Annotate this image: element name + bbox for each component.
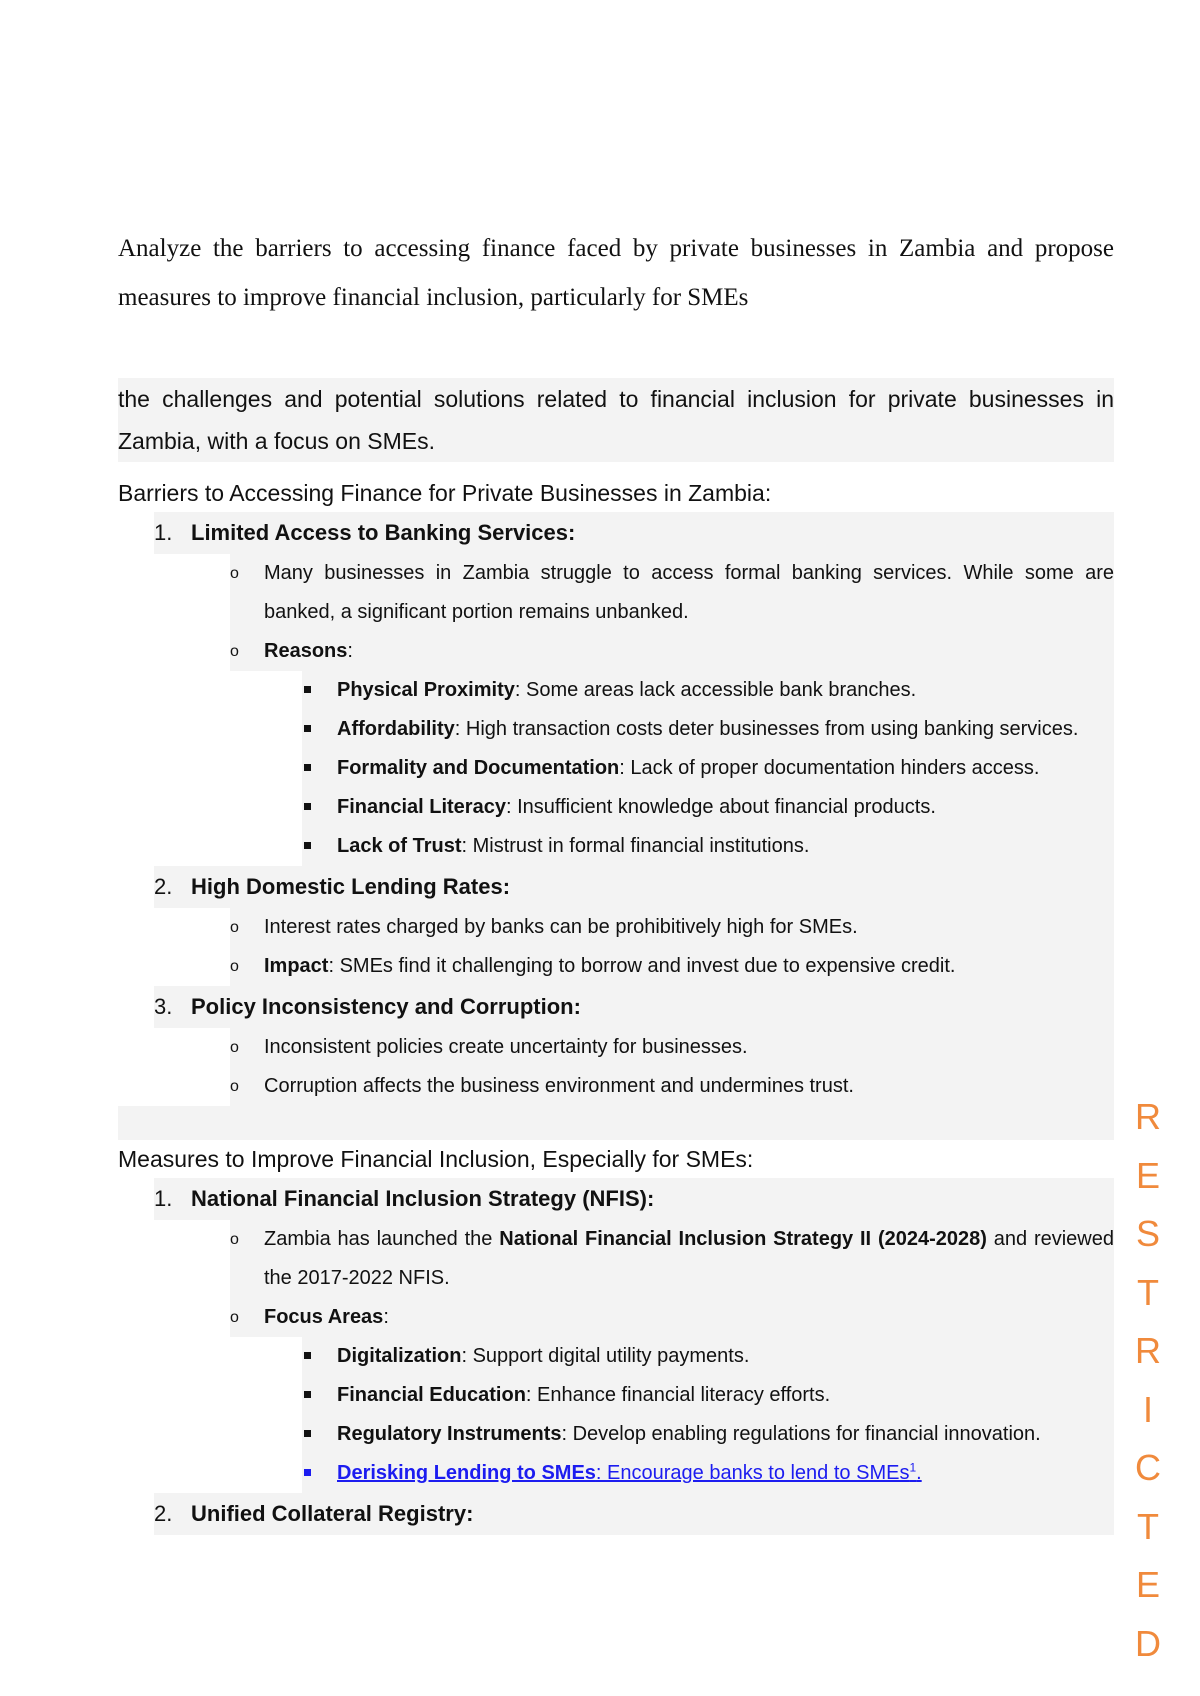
bullet-text: Corruption affects the business environment and undermines trust. — [264, 1075, 854, 1097]
circle-bullet-icon: o — [230, 565, 239, 582]
circle-bullet-icon: o — [230, 643, 239, 660]
measure-title: National Financial Inclusion Strategy (NFIS): — [191, 1186, 655, 1211]
circle-bullet-icon: o — [230, 919, 239, 936]
circle-bullet-icon: o — [230, 1078, 239, 1095]
section-spacer — [118, 1106, 1114, 1140]
watermark-letter: T — [1137, 1271, 1159, 1313]
bullet-bold: Reasons — [264, 640, 348, 662]
focus-text: : Develop enabling regulations for financial innovation. — [561, 1423, 1041, 1445]
watermark-letter: D — [1135, 1622, 1161, 1664]
document-body — [118, 378, 1114, 1535]
bullet-text: Zambia has launched the — [264, 1228, 500, 1250]
bullet-bold: Focus Areas — [264, 1306, 384, 1328]
reason-label: Financial Literacy — [337, 796, 506, 818]
footnote-ref[interactable]: 1 — [909, 1460, 917, 1475]
reason-label: Lack of Trust — [337, 835, 462, 857]
barrier-title: High Domestic Lending Rates: — [191, 874, 511, 899]
intro-paragraph: the challenges and potential solutions related to financial inclusion for private businesses in Zambia, with a focus on SMEs. — [118, 378, 1114, 462]
list-item — [118, 1376, 1114, 1415]
bullet-text: : — [383, 1306, 389, 1328]
focus-label: Regulatory Instruments — [337, 1423, 562, 1445]
list-number: 2. — [154, 874, 173, 899]
list-item — [118, 1067, 1114, 1106]
watermark-letter: R — [1135, 1330, 1161, 1371]
list-item — [118, 1415, 1114, 1454]
measure-item — [118, 1178, 1114, 1220]
link-end: . — [916, 1462, 922, 1484]
watermark-letter: T — [1137, 1505, 1159, 1547]
list-number: 3. — [154, 994, 173, 1019]
barrier-title: Limited Access to Banking Services: — [191, 520, 576, 545]
barrier-item — [118, 986, 1114, 1028]
reason-label: Affordability — [337, 718, 455, 740]
watermark-letter: E — [1135, 1154, 1160, 1196]
square-bullet-icon — [304, 1391, 311, 1398]
reason-text: : Some areas lack accessible bank branches. — [514, 679, 917, 701]
link-text: : Encourage banks to lend to SMEs — [595, 1462, 910, 1484]
barrier-title: Policy Inconsistency and Corruption: — [191, 994, 581, 1019]
focus-text: : Support digital utility payments. — [461, 1345, 750, 1367]
list-item — [118, 827, 1114, 866]
barrier-item — [118, 866, 1114, 908]
square-bullet-icon — [304, 1352, 311, 1359]
square-bullet-icon — [304, 1430, 311, 1437]
measure-item — [118, 1493, 1114, 1535]
list-item — [118, 749, 1114, 788]
list-item — [118, 1337, 1114, 1376]
derisking-link[interactable] — [118, 1454, 1114, 1493]
focus-text: : Enhance financial literacy efforts. — [525, 1384, 831, 1406]
list-item — [118, 671, 1114, 710]
square-bullet-icon — [304, 842, 311, 849]
reason-text: : Insufficient knowledge about financial products. — [505, 796, 936, 818]
list-item — [118, 1220, 1114, 1298]
watermark-letter: E — [1135, 1564, 1160, 1605]
list-item — [118, 554, 1114, 632]
list-item — [118, 908, 1114, 947]
watermark-letter: R — [1135, 1096, 1161, 1137]
measures-heading: Measures to Improve Financial Inclusion, Especially for SMEs: — [118, 1146, 754, 1172]
bullet-text: : SMEs find it challenging to borrow and invest due to expensive credit. — [328, 955, 956, 977]
watermark-letter: S — [1135, 1213, 1160, 1254]
bullet-text: and reviewed the 2017-2022 NFIS. — [264, 1228, 1114, 1289]
square-bullet-icon — [304, 803, 311, 810]
list-number: 1. — [154, 1186, 173, 1211]
circle-bullet-icon: o — [230, 1039, 239, 1056]
circle-bullet-icon: o — [230, 1231, 239, 1248]
circle-bullet-icon: o — [230, 958, 239, 975]
reason-text: : Mistrust in formal financial institutions. — [461, 835, 810, 857]
reason-label: Formality and Documentation — [337, 757, 620, 779]
barriers-heading: Barriers to Accessing Finance for Private Businesses in Zambia: — [118, 480, 772, 506]
list-item — [118, 710, 1114, 749]
square-bullet-icon — [304, 764, 311, 771]
reason-text: : High transaction costs deter businesses from using banking services. — [454, 718, 1079, 740]
bullet-bold: Impact — [264, 955, 329, 977]
list-number: 2. — [154, 1501, 173, 1526]
focus-label: Financial Education — [337, 1384, 526, 1406]
document-title: Analyze the barriers to accessing finance faced by private businesses in Zambia and propose measures to improve financial inclusion, particularly for SMEs — [118, 235, 1114, 311]
list-item — [118, 1298, 1114, 1337]
circle-bullet-icon: o — [230, 1309, 239, 1326]
focus-label: Digitalization — [337, 1345, 462, 1367]
link-label: Derisking Lending to SMEs — [337, 1462, 596, 1484]
bullet-text: : — [347, 640, 353, 662]
restricted-watermark — [1128, 1088, 1168, 1673]
reason-text: : Lack of proper documentation hinders access. — [619, 757, 1040, 779]
watermark-letter: I — [1142, 1388, 1153, 1430]
bullet-text: Many businesses in Zambia struggle to access formal banking services. While some are banked, a significant portion remains unbanked. — [264, 562, 1114, 623]
bullet-text: Interest rates charged by banks can be prohibitively high for SMEs. — [264, 916, 858, 938]
reason-label: Physical Proximity — [337, 679, 515, 701]
list-item — [118, 632, 1114, 671]
bullet-text: Inconsistent policies create uncertainty for businesses. — [264, 1036, 748, 1058]
square-bullet-icon — [304, 686, 311, 693]
watermark-letter: C — [1135, 1447, 1161, 1488]
square-bullet-icon — [304, 1469, 311, 1476]
strategy-name: National Financial Inclusion Strategy II (2024-2028) — [499, 1228, 987, 1250]
list-item — [118, 947, 1114, 986]
list-item — [118, 788, 1114, 827]
square-bullet-icon — [304, 725, 311, 732]
barrier-item — [118, 512, 1114, 554]
measure-title: Unified Collateral Registry: — [191, 1501, 474, 1526]
list-number: 1. — [154, 520, 173, 545]
list-item — [118, 1028, 1114, 1067]
